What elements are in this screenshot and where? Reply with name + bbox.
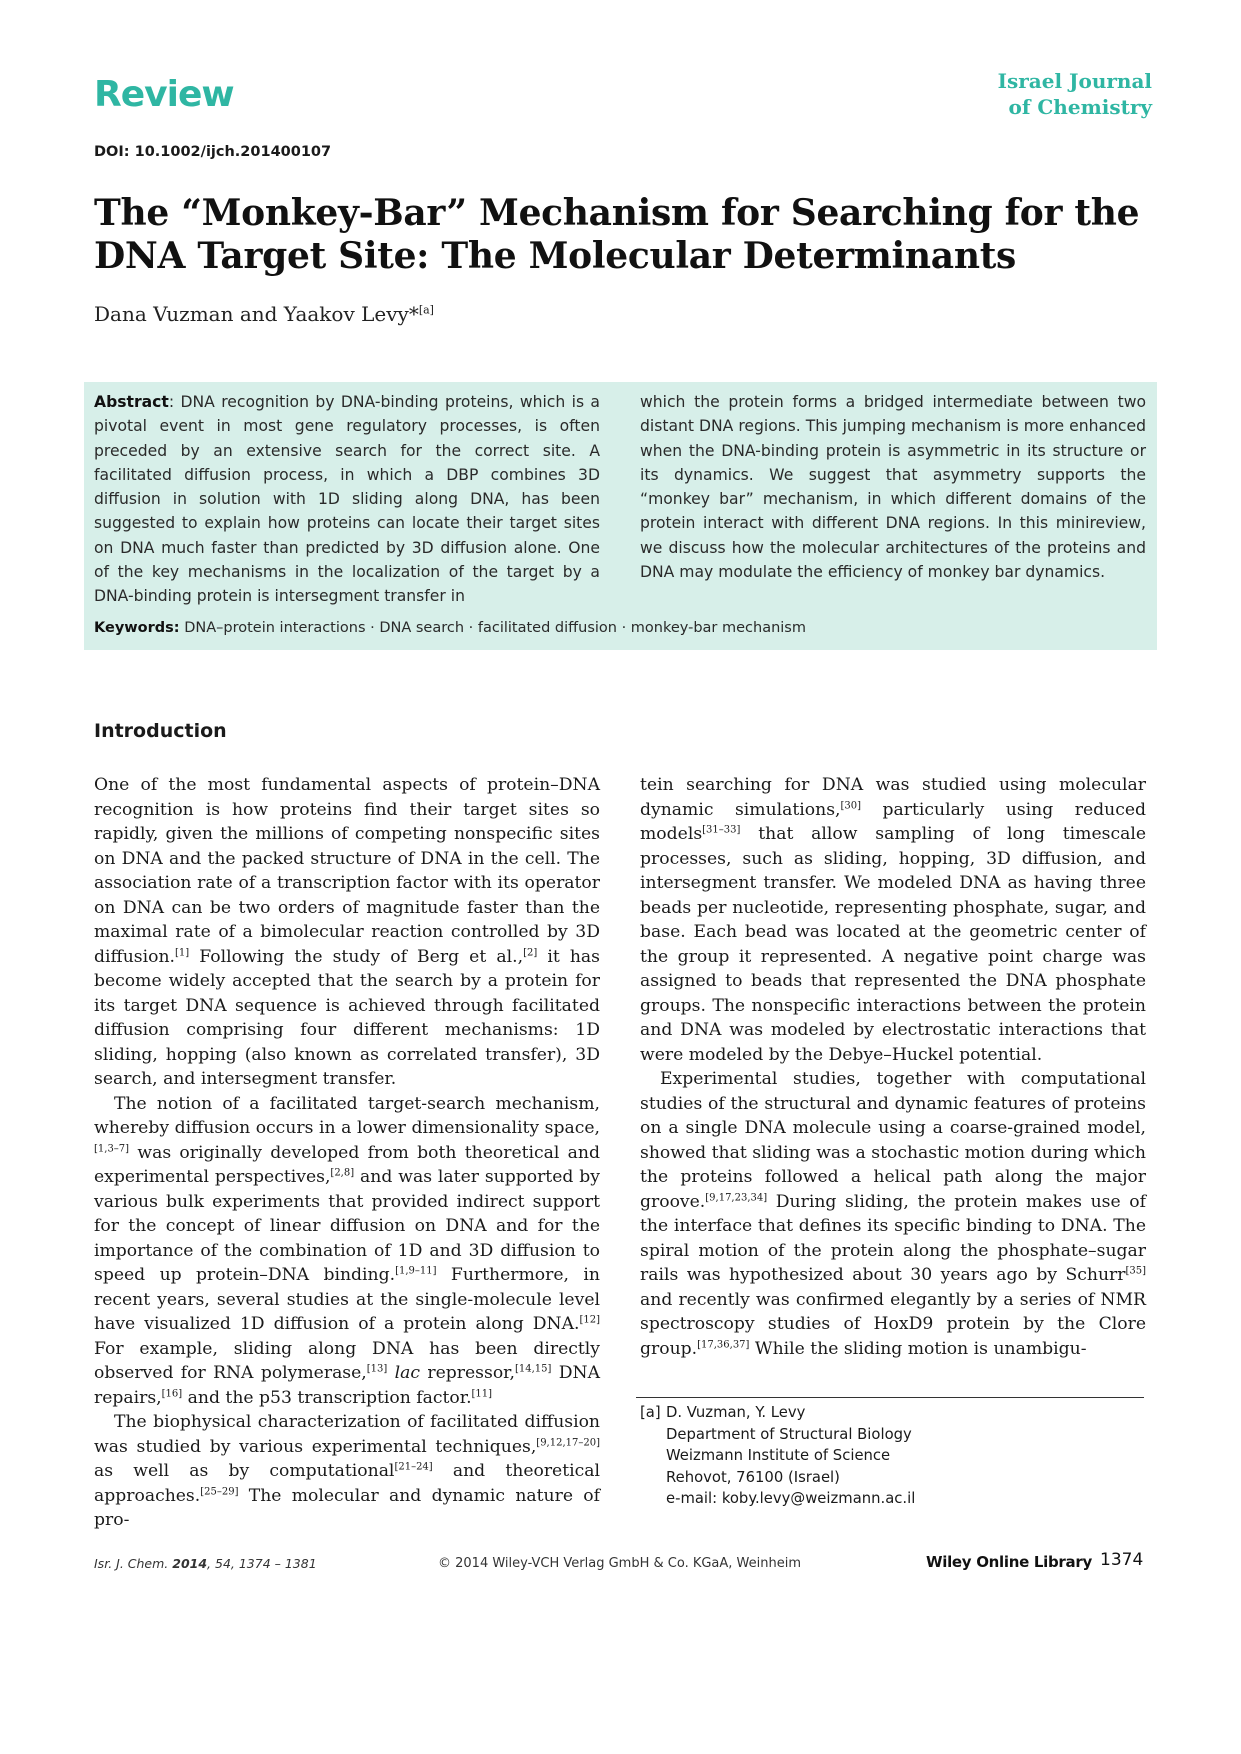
affiliation-footnote — [640, 1402, 915, 1510]
body-right-column — [640, 773, 1146, 1361]
paragraph — [640, 1067, 1146, 1361]
footnote-tag: [a] — [640, 1404, 661, 1421]
text-run: and recently was confirmed elegantly by a series of NMR spectroscopy studies of HoxD9 protein by the Clore group. — [640, 1289, 1146, 1359]
paragraph — [94, 773, 600, 1092]
text-run: Following the study of Berg et al., — [189, 946, 524, 967]
text-run: The notion of a facilitated target-search mechanism, whereby diffusion occurs in a lower dimensionality space, — [94, 1093, 600, 1138]
citation: [12] — [579, 1314, 600, 1326]
abstract-right-column: which the protein forms a bridged intermediate between two distant DNA regions. This jumping mechanism is more enhanced when the DNA-binding protein is asymmetric in its structure or its dynamics. We suggest that asymmetry supports the “monkey bar” mechanism, in which different domains of the protein interact with different DNA regions. In this minireview, we discuss how the molecular architectures of the proteins and DNA may modulate the efficiency of monkey bar dynamics. — [640, 393, 1146, 582]
footer-citation — [94, 1556, 317, 1571]
paragraph — [640, 773, 1146, 1067]
footnote-divider — [636, 1397, 1144, 1398]
journal-logo-line1: Israel Journal — [997, 69, 1152, 93]
doi: DOI: 10.1002/ijch.201400107 — [94, 144, 332, 160]
keywords — [94, 620, 1144, 636]
citation: [11] — [471, 1387, 493, 1399]
citation: [16] — [161, 1387, 183, 1399]
section-label: Review — [94, 74, 234, 115]
paragraph — [94, 1092, 600, 1411]
text-run: During sliding, the protein makes use of the interface that defines its specific binding to DNA. The spiral motion of the protein along the phosphate–sugar rails was hypothesized about 30 years ago by Schurr — [640, 1191, 1146, 1285]
citation: [2] — [523, 946, 538, 958]
text-run: was originally developed from both theoretical and experimental perspectives, — [94, 1142, 600, 1187]
page-number: 1374 — [1100, 1550, 1144, 1570]
footer-journal: Isr. J. Chem. — [94, 1556, 169, 1571]
citation: [1] — [174, 946, 190, 958]
text-run: One of the most fundamental aspects of protein–DNA recognition is how proteins find their target sites so rapidly, given the millions of competing nonspecific sites on DNA and the packed structure of DNA in the cell. The association rate of a transcription factor with its operator on DNA can be two orders of magnitude faster than the maximal rate of a bimolecular reaction controlled by 3D diffusion. — [94, 775, 600, 967]
citation: [31–33] — [702, 824, 741, 836]
text-run: as well as by computational — [94, 1461, 395, 1481]
text-run: For example, sliding along DNA has been directly observed for RNA polymerase, — [94, 1338, 600, 1383]
citation: [1,9–11] — [395, 1265, 437, 1277]
italic-term: lac — [394, 1363, 421, 1383]
footer-volume-pages: , 54, 1374 – 1381 — [207, 1556, 317, 1571]
footer-year: 2014 — [172, 1556, 208, 1571]
citation: [2,8] — [330, 1167, 355, 1179]
text-run: and the p53 transcription factor. — [182, 1387, 472, 1408]
citation: [35] — [1125, 1265, 1146, 1277]
citation: [17,36,37] — [697, 1338, 750, 1350]
journal-logo — [998, 68, 1152, 120]
citation: [14,15] — [514, 1363, 552, 1375]
citation: [1,3–7] — [94, 1142, 130, 1154]
text-run: Furthermore, in recent years, several studies at the single-molecule level have visualized 1D diffusion of a protein along DNA. — [94, 1265, 600, 1334]
text-run: repressor, — [420, 1363, 515, 1383]
authors — [94, 302, 434, 326]
text-run — [387, 1363, 394, 1383]
citation: [21–24] — [394, 1461, 433, 1473]
wiley-online-library-logo[interactable]: Wiley Online Library — [926, 1553, 1092, 1571]
footnote-line: Weizmann Institute of Science — [666, 1447, 891, 1464]
author-names: Dana Vuzman and Yaakov Levy* — [94, 302, 419, 326]
keywords-text: DNA–protein interactions · DNA search · facilitated diffusion · monkey-bar mechanism — [184, 620, 806, 636]
text-run: and was later supported by various bulk experiments that provided indirect support for the concept of linear diffusion on DNA and for the importance of the combination of 1D and 3D diffusion to speed up protein–DNA binding. — [94, 1167, 600, 1285]
text-run: tein searching for DNA was studied using molecular dynamic simulations, — [640, 775, 1146, 820]
citation: [25–29] — [200, 1485, 239, 1497]
paragraph — [94, 1410, 600, 1533]
citation: [9,12,17–20] — [536, 1436, 600, 1448]
text-run: While the sliding motion is unambigu- — [749, 1338, 1087, 1359]
footnote-line: D. Vuzman, Y. Levy — [666, 1404, 806, 1421]
abstract-left-column — [94, 390, 600, 609]
footnote-email[interactable]: e-mail: koby.levy@weizmann.ac.il — [666, 1490, 916, 1507]
footer-copyright: © 2014 Wiley-VCH Verlag GmbH & Co. KGaA, Weinheim — [438, 1556, 802, 1571]
keywords-label: Keywords: — [94, 620, 180, 636]
text-run: Experimental studies, together with computational studies of the structural and dynamic features of proteins on a single DNA molecule using a coarse-grained model, showed that sliding was a stochastic motion during which the proteins followed a helical path along the major groove. — [640, 1069, 1146, 1212]
author-affiliation-mark: [a] — [418, 303, 434, 317]
text-run: The biophysical characterization of facilitated diffusion was studied by various experimental techniques, — [94, 1412, 600, 1457]
journal-logo-line2: of Chemistry — [1008, 95, 1152, 119]
abstract-label: Abstract — [94, 393, 169, 411]
citation: [30] — [840, 799, 862, 811]
text-run: that allow sampling of long timescale processes, such as sliding, hopping, 3D diffusion, and intersegment transfer. We modeled DNA as having three beads per nucleotide, representing phosphate, sugar, and base. Each bead was located at the geometric center of the group it represented. A negative point charge was assigned to beads that represented the DNA phosphate groups. The nonspecific interactions between the protein and DNA was modeled by electrostatic interactions that were modeled by the Debye–Huckel potential. — [640, 824, 1146, 1065]
citation: [9,17,23,34] — [705, 1191, 768, 1203]
introduction-heading: Introduction — [94, 720, 227, 742]
text-run: it has become widely accepted that the search by a protein for its target DNA sequence is achieved through facilitated diffusion comprising four different mechanisms: 1D sliding, hopping (also known as correlated transfer), 3D search, and intersegment transfer. — [94, 946, 601, 1089]
abstract-box — [84, 382, 1157, 650]
body-left-column — [94, 773, 600, 1533]
text-run: and theoretical approaches. — [94, 1461, 601, 1506]
footnote-line: Rehovot, 76100 (Israel) — [666, 1468, 840, 1486]
citation: [13] — [366, 1363, 388, 1375]
text-run: The molecular and dynamic nature of pro- — [94, 1485, 600, 1530]
text-run: DNA repairs, — [94, 1363, 600, 1408]
text-run: particularly using reduced models — [640, 799, 1147, 844]
article-title: The “Monkey-Bar” Mechanism for Searching for the DNA Target Site: The Molecular Determinants — [94, 192, 1140, 277]
footnote-line: Department of Structural Biology — [666, 1425, 912, 1443]
abstract-left-text: : DNA recognition by DNA-binding proteins, which is a pivotal event in most gene regulatory processes, is often preceded by an extensive search for the correct site. A facilitated diffusion process, in which a DBP combines 3D diffusion in solution with 1D sliding along DNA, has been suggested to explain how proteins can locate their target sites on DNA much faster than predicted by 3D diffusion alone. One of the key mechanisms in the localization of the target by a DNA-binding protein is intersegment transfer in — [94, 393, 600, 606]
